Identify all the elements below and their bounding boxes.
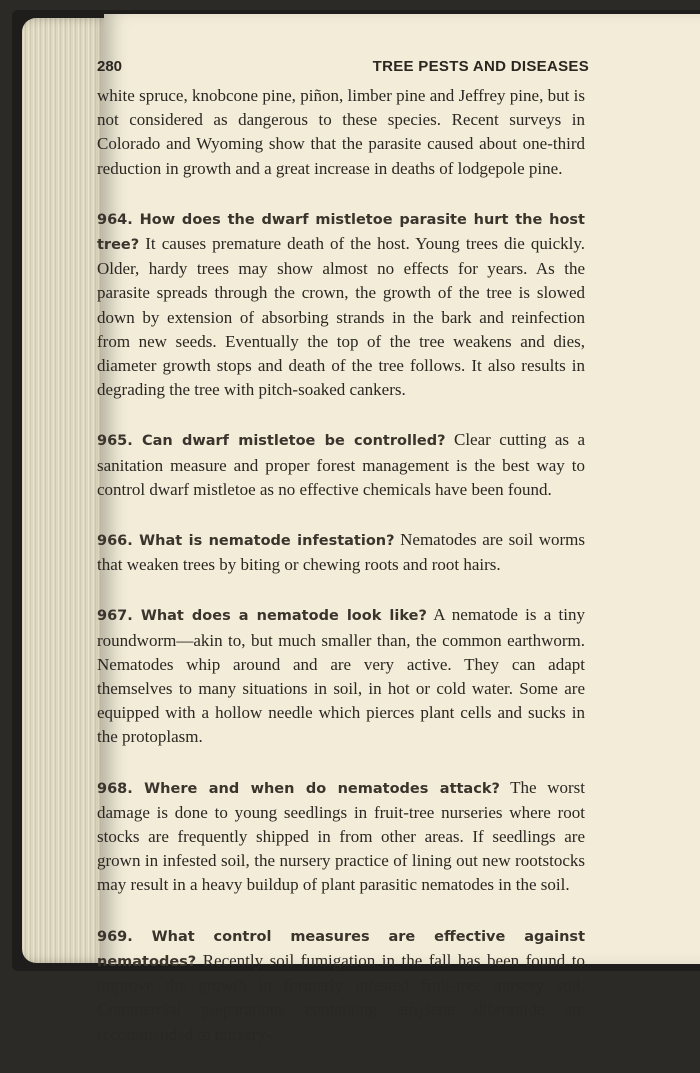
answer-965: Clear cutting as a sanitation measure and proper forest management is the best way to control dwarf mistletoe as no effective chemicals have been found. — [97, 430, 585, 499]
page-body — [97, 84, 585, 1073]
answer-966: Nematodes are soil worms that weaken trees by biting or chewing roots and root hairs. — [97, 530, 585, 575]
question-965: 965. Can dwarf mistletoe be controlled? — [97, 433, 446, 450]
running-header — [97, 58, 589, 82]
qa-968 — [97, 776, 585, 898]
intro-paragraph: white spruce, knobcone pine, piñon, limber pine and Jeffrey pine, but is not considered as dangerous to these species. Recent surveys in Colorado and Wyoming show that the parasite caused about one-third reduction in growth and a great increase in deaths of lodgepole pine. — [97, 86, 585, 178]
question-968: 968. Where and when do nematodes attack? — [97, 780, 500, 797]
page-edges — [22, 18, 108, 963]
running-title: TREE PESTS AND DISEASES — [372, 58, 589, 75]
question-969: 969. What control measures are effective against nematodes? — [97, 928, 585, 970]
question-967: 967. What does a nematode look like? — [97, 608, 427, 625]
page-number: 280 — [97, 58, 123, 75]
qa-966 — [97, 528, 585, 577]
question-966: 966. What is nematode infestation? — [97, 533, 395, 550]
qa-969 — [97, 924, 585, 1047]
answer-968: The worst damage is done to young seedlings in fruit-tree nurseries where root stocks are frequently shipped in from other areas. If seedlings are grown in infested soil, the nursery practice of lining out new rootstocks may result in a heavy buildup of plant parasitic nematodes in the soil. — [97, 777, 585, 895]
qa-967 — [97, 603, 585, 749]
qa-965 — [97, 428, 585, 502]
question-964: 964. How does the dwarf mistletoe parasite hurt the host tree? — [97, 211, 585, 254]
answer-967: A nematode is a tiny roundworm—akin to, but much smaller than, the common earthworm. Nematodes whip around and are very active. They can adapt themselves to many situations in soil, in hot or cold water. Some are equipped with a hollow needle which pierces plant cells and sucks in the protoplasm. — [97, 605, 585, 747]
qa-964 — [97, 207, 585, 403]
answer-969: Recently soil fumigation in the fall has been found to improve the growth in formerly infested fruit-tree nursery soil. Commercial preparations containing ethylene dibromide are recommended to nursery- — [97, 950, 585, 1044]
answer-964: It causes premature death of the host. Young trees die quickly. Older, hardy trees may show almost no effects for years. As the parasite spreads through the crown, the growth of the tree is slowed down by extension of absorbing strands in the bark and reinfection from new seeds. Eventually the top of the tree weakens and dies, diameter growth stops and death of the tree follows. It also results in degrading the tree with pitch-soaked cankers. — [97, 234, 586, 400]
